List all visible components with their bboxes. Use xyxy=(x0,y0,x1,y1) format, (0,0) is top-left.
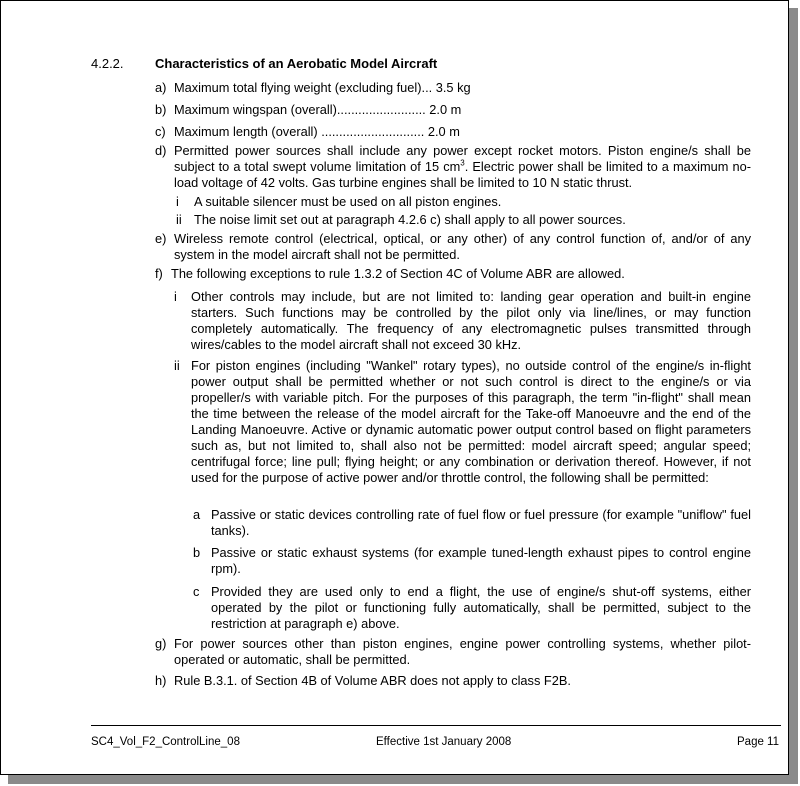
item-label: c) xyxy=(155,124,166,139)
footer-effective-date: Effective 1st January 2008 xyxy=(376,736,512,748)
item-label: d) xyxy=(155,143,167,158)
item-label: c xyxy=(193,584,200,599)
item-text: Rule B.3.1. of Section 4B of Volume ABR does not apply to class F2B. xyxy=(174,673,571,688)
item-text: Passive or static devices controlling rate of fuel flow or fuel pressure (for example "uniflow" fuel tanks). xyxy=(211,507,751,538)
item-text: Maximum wingspan (overall)......................... 2.0 m xyxy=(174,102,462,117)
item-label: b xyxy=(193,545,201,560)
footer-divider xyxy=(91,725,781,726)
item-text: Maximum length (overall) ............................. 2.0 m xyxy=(174,124,460,139)
item-label: h) xyxy=(155,673,167,688)
item-label: i xyxy=(176,194,179,209)
item-text-cont: . Electric power shall be limited to a maximum no-load voltage of 42 volts. Gas turbine engines shall be limited to 10 N static thrust. xyxy=(174,159,751,190)
footer-page-number: Page 11 xyxy=(737,736,779,748)
item-text: Other controls may include, but are not limited to: landing gear operation and built-in engine starters. Such functions may be controlled by the pilot only via line/lines, or may function completely automatically. The frequency of any electromagnetic pulses transmitted through wires/cables to the model aircraft shall not exceed 30 kHz. xyxy=(191,289,751,352)
item-text: The following exceptions to rule 1.3.2 of Section 4C of Volume ABR are allowed. xyxy=(171,266,625,281)
item-text: For piston engines (including "Wankel" rotary types), no outside control of the engine/s in-flight power output shall be permitted whether or not such control is direct to the engine/s or via propeller/s with variable pitch. For the purposes of this paragraph, the term "in-flight" shall mean the time between the release of the model aircraft for the Take-off Manoeuvre and the end of the Landing Manoeuvre. Active or dynamic automatic power output control based on flight parameters such as, but not limited to, shall also not be permitted: model aircraft speed; angular speed; centrifugal force; line pull; flying height; or any combination or derivation thereof. However, if not used for the purpose of active power and/or throttle control, the following shall be permitted: xyxy=(191,358,751,485)
item-label: g) xyxy=(155,636,167,651)
item-label: b) xyxy=(155,102,167,117)
item-text: Maximum total flying weight (excluding fuel)... 3.5 kg xyxy=(174,80,471,95)
item-text: The noise limit set out at paragraph 4.2.6 c) shall apply to all power sources. xyxy=(194,212,626,227)
item-text: Permitted power sources shall include any power except rocket motors. Piston engine/s shall be subject to a total swept volume limitation of 15 cm xyxy=(174,143,751,174)
item-label: a) xyxy=(155,80,167,95)
section-title: Characteristics of an Aerobatic Model Aircraft xyxy=(155,56,438,71)
page-shadow-right xyxy=(789,8,798,784)
item-label: i xyxy=(174,289,177,304)
item-text: Wireless remote control (electrical, optical, or any other) of any control function of, and/or of any system in the model aircraft shall not be permitted. xyxy=(174,231,751,262)
item-label: f) xyxy=(155,266,163,281)
superscript: 3 xyxy=(460,158,465,168)
item-label: a xyxy=(193,507,201,522)
item-text: Passive or static exhaust systems (for example tuned-length exhaust pipes to control engine rpm). xyxy=(211,545,751,576)
item-text: A suitable silencer must be used on all piston engines. xyxy=(194,194,502,209)
footer-doc-id: SC4_Vol_F2_ControlLine_08 xyxy=(91,736,240,748)
item-label: ii xyxy=(174,358,180,373)
item-label: e) xyxy=(155,231,167,246)
item-text: Provided they are used only to end a flight, the use of engine/s shut-off systems, either operated by the pilot or functioning fully automatically, shall be permitted, subject to the restriction at paragraph e) above. xyxy=(211,584,751,631)
page-shadow-bottom xyxy=(8,775,798,784)
item-label: ii xyxy=(176,212,182,227)
section-number: 4.2.2. xyxy=(91,56,124,71)
item-text: For power sources other than piston engines, engine power controlling systems, whether pilot-operated or automatic, shall be permitted. xyxy=(174,636,751,667)
